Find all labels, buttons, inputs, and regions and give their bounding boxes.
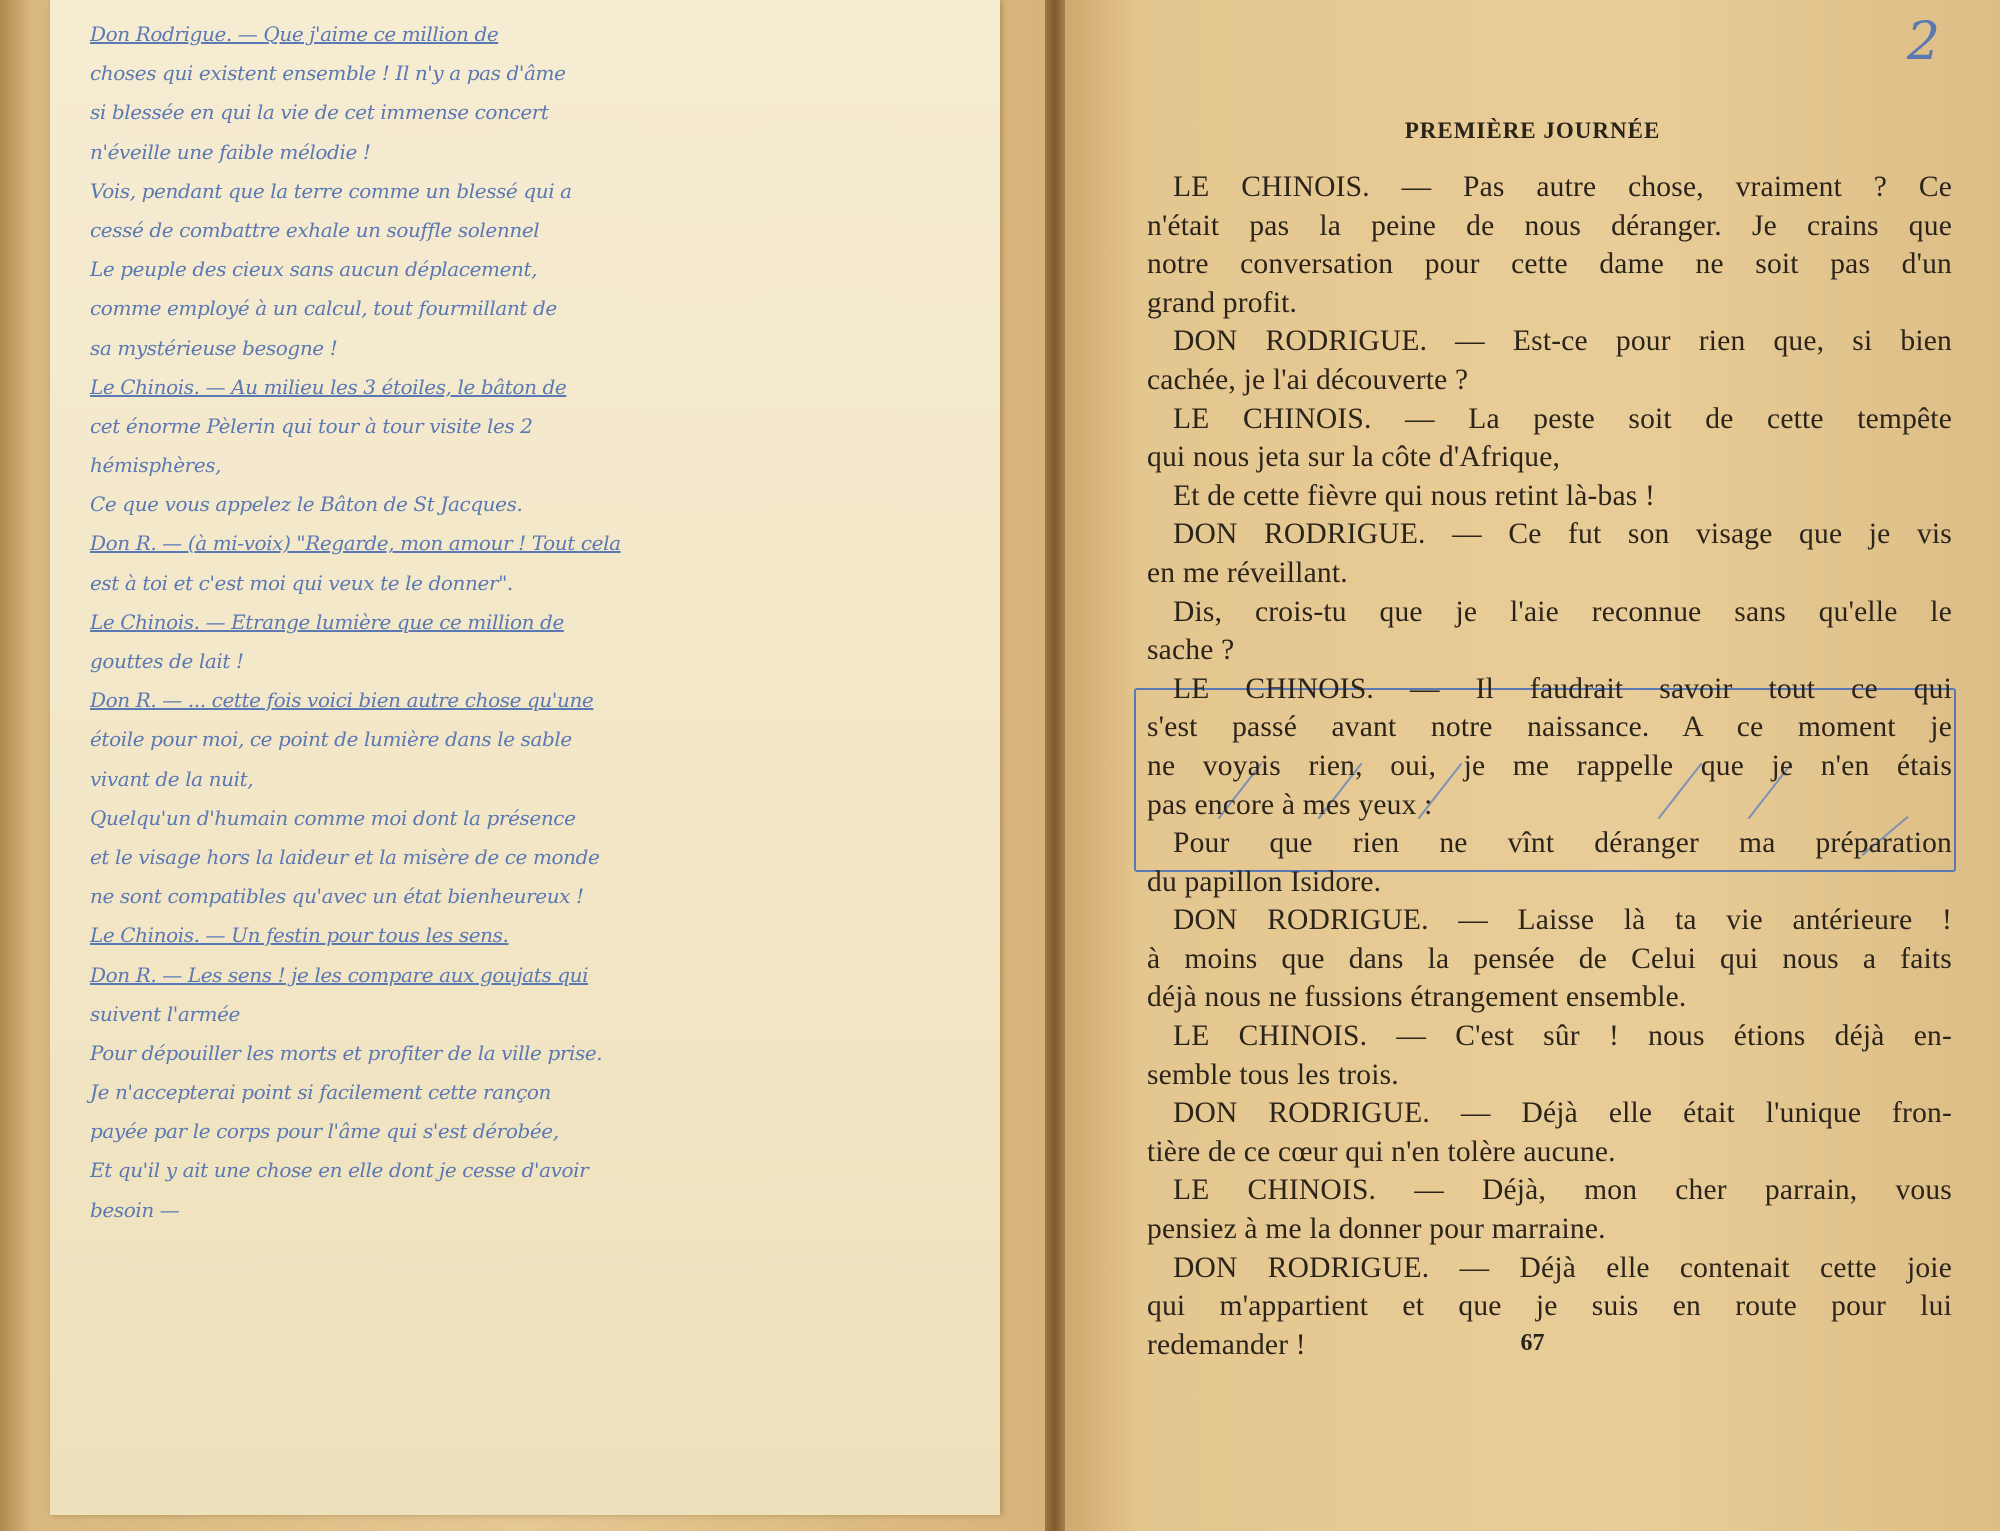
printed-line: semble tous les trois. (1147, 1058, 1399, 1091)
printed-line: LE CHINOIS. — La peste soit de cette tempête (1173, 402, 1952, 435)
handwritten-line: Le Chinois. — Un festin pour tous les sens. (90, 923, 509, 948)
printed-line: cachée, je l'ai découverte ? (1147, 363, 1469, 396)
handwritten-line: Le Chinois. — Etrange lumière que ce million de (90, 609, 564, 634)
running-head: PREMIÈRE JOURNÉE (1404, 118, 1661, 143)
printed-line: s'est passé avant notre naissance. A ce moment je (1147, 711, 1952, 744)
handwritten-line: suivent l'armée (90, 1001, 240, 1026)
printed-line: LE CHINOIS. — Déjà, mon cher parrain, vous (1173, 1174, 1952, 1207)
handwritten-line: Don R. — Les sens ! je les compare aux goujats qui (90, 962, 589, 987)
handwritten-line: payée par le corps pour l'âme qui s'est dérobée, (90, 1119, 559, 1144)
printed-line: Pour que rien ne vînt déranger ma préparation (1173, 827, 1952, 860)
handwritten-line: Le Chinois. — Au milieu les 3 étoiles, le bâton de (90, 374, 567, 399)
handwritten-line: est à toi et c'est moi qui veux te le donner". (90, 570, 513, 595)
printed-line: grand profit. (1147, 286, 1298, 319)
printed-line: en me réveillant. (1147, 556, 1348, 589)
printed-line: n'était pas la peine de nous déranger. Je crains que (1147, 209, 1952, 242)
printed-line: pas encore à mes yeux : (1147, 788, 1433, 821)
handwritten-line: si blessée en qui la vie de cet immense concert (90, 100, 549, 125)
handwritten-sheet (50, 0, 1000, 1515)
printed-line: qui m'appartient et que je suis en route pour lui (1147, 1290, 1952, 1323)
printed-line: Dis, crois-tu que je l'aie reconnue sans qu'elle le (1173, 595, 1952, 628)
handwritten-line: sa mystérieuse besogne ! (90, 335, 338, 360)
printed-line: pensiez à me la donner pour marraine. (1147, 1213, 1606, 1246)
handwritten-line: gouttes de lait ! (90, 649, 244, 673)
printed-line: tière de ce cœur qui n'en tolère aucune. (1147, 1135, 1616, 1168)
handwritten-line: Don R. — (à mi-voix) "Regarde, mon amour ! Tout cela (90, 531, 621, 556)
handwritten-line: Ce que vous appelez le Bâton de St Jacques. (90, 492, 523, 517)
handwritten-line: Le peuple des cieux sans aucun déplacement, (90, 257, 538, 282)
printed-line: DON RODRIGUE. — Déjà elle contenait cette joie (1173, 1251, 1952, 1284)
handwritten-line: étoile pour moi, ce point de lumière dans le sable (90, 727, 572, 752)
handwritten-line: comme employé à un calcul, tout fourmillant de (90, 296, 557, 321)
printed-line: redemander ! (1147, 1328, 1306, 1361)
handwritten-line: et le visage hors la laideur et la misère de ce monde (90, 844, 600, 869)
printed-line: LE CHINOIS. — Il faudrait savoir tout ce qui (1173, 672, 1952, 705)
handwritten-line: Don R. — ... cette fois voici bien autre chose qu'une (90, 688, 594, 713)
printed-line: notre conversation pour cette dame ne soit pas d'un (1147, 248, 1952, 281)
printed-text (1147, 168, 1952, 1364)
handwritten-line: Quelqu'un d'humain comme moi dont la présence (90, 805, 576, 830)
handwritten-line: choses qui existent ensemble ! Il n'y a pas d'âme (90, 61, 566, 86)
page-folio: 67 (1520, 1330, 1545, 1356)
printed-line: DON RODRIGUE. — Est-ce pour rien que, si bien (1173, 325, 1952, 358)
book-gutter (1045, 0, 1065, 1531)
printed-line: Et de cette fièvre qui nous retint là-bas ! (1173, 479, 1656, 512)
handwritten-line: besoin — (90, 1197, 180, 1222)
handwritten-line: Don Rodrigue. — Que j'aime ce million de (90, 22, 499, 46)
printed-line: LE CHINOIS. — Pas autre chose, vraiment ? Ce (1173, 171, 1952, 203)
printed-line: DON RODRIGUE. — Laisse là ta vie antérieure ! (1173, 904, 1952, 937)
printed-line: du papillon Isidore. (1147, 865, 1382, 898)
printed-line: DON RODRIGUE. — Déjà elle était l'unique fron- (1173, 1097, 1952, 1130)
handwritten-text (90, 15, 990, 1230)
printed-line: DON RODRIGUE. — Ce fut son visage que je vis (1173, 518, 1952, 551)
handwritten-line: Vois, pendant que la terre comme un blessé qui a (90, 178, 572, 203)
printed-line: LE CHINOIS. — C'est sûr ! nous étions déjà en- (1173, 1020, 1952, 1053)
printed-line: ne voyais rien, oui, je me rappelle que je n'en étais (1147, 749, 1952, 782)
handwritten-line: Pour dépouiller les morts et profiter de la ville prise. (90, 1040, 603, 1065)
handwritten-line: Et qu'il y ait une chose en elle dont je cesse d'avoir (90, 1158, 589, 1183)
handwritten-page-mark: 2 (1906, 12, 1940, 72)
handwritten-line: cet énorme Pèlerin qui tour à tour visite les 2 (90, 413, 533, 438)
handwritten-line: ne sont compatibles qu'avec un état bienheureux ! (90, 884, 584, 909)
printed-page (1065, 0, 2000, 1531)
printed-line: déjà nous ne fussions étrangement ensemble. (1147, 981, 1687, 1014)
printed-line: à moins que dans la pensée de Celui qui nous a faits (1147, 942, 1952, 975)
printed-line: qui nous jeta sur la côte d'Afrique, (1147, 441, 1561, 474)
handwritten-line: cessé de combattre exhale un souffle solennel (90, 217, 540, 242)
handwritten-line: n'éveille une faible mélodie ! (90, 139, 371, 164)
printed-line: sache ? (1147, 634, 1235, 667)
handwritten-line: hémisphères, (90, 453, 222, 478)
handwritten-line: Je n'accepterai point si facilement cette rançon (90, 1080, 552, 1105)
handwritten-line: vivant de la nuit, (90, 766, 254, 791)
